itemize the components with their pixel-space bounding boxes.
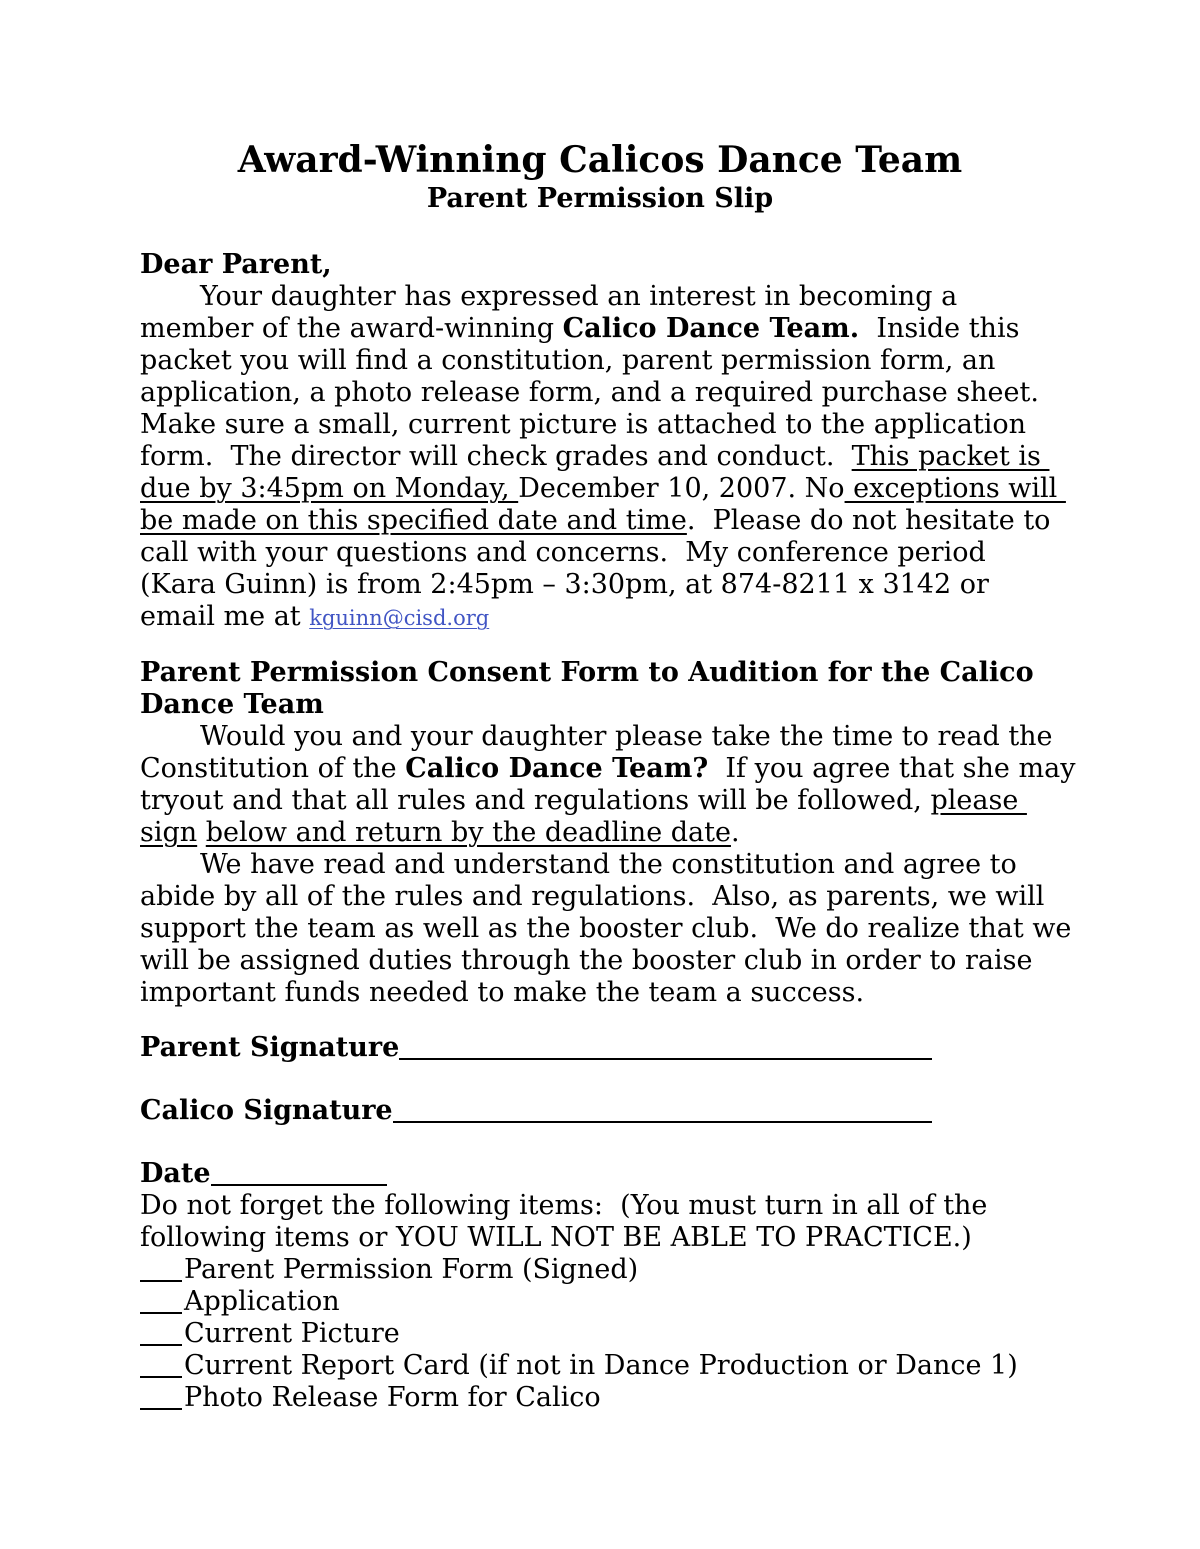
text-line [140,569,1060,601]
checklist-blank-line [140,1320,182,1346]
text-line [140,313,1060,345]
checklist-item-label: Current Report Card (if not in Dance Production or Dance 1) [184,1350,1018,1381]
text-run: We have read and understand the constitution and agree to [200,849,1017,880]
bold-text-run: Calico Dance Team? [405,753,709,784]
document-title: Award-Winning Calicos Dance Team [237,139,963,181]
intro-paragraph [140,281,1066,633]
text-line [140,281,1060,313]
text-run: form. The director will check grades and conduct. [140,441,852,472]
text-line [140,345,1060,377]
text-run: packet you will find a constitution, parent permission form, an [140,345,996,376]
text-run: application, a photo release form, and a required purchase sheet. [140,377,1039,408]
text-line [140,441,1060,473]
reminder-paragraph [140,1190,1060,1254]
checklist-item-label: Parent Permission Form (Signed) [184,1254,639,1285]
text-line [140,881,1060,913]
text-run: abide by all of the rules and regulations. Also, as parents, we will [140,881,1045,912]
text-run: support the team as well as the booster club. We do realize that we [140,913,1072,944]
text-line [140,977,1060,1009]
text-line [140,505,1060,537]
underlined-text-run: This packet is [851,441,1050,472]
checklist-item [140,1318,1060,1350]
text-run: . [730,817,740,848]
text-run: If you agree that she may [708,753,1076,784]
text-line [140,721,1060,753]
signature-block [140,1032,1060,1190]
date-label: Date [140,1158,211,1189]
text-run: (Kara Guinn) is from 2:45pm – 3:30pm, at 874-8211 x 3142 or [140,569,989,600]
underlined-text-run: please [930,785,1027,816]
underlined-text-run: be made on this specified date and time [140,505,687,536]
date-blank-line [211,1184,387,1186]
checklist-blank-line [140,1384,182,1410]
underlined-text-run: exceptions will [844,473,1066,504]
calico-signature-blank-line [393,1121,932,1123]
text-run [197,817,206,848]
text-line: Dance Team [140,689,324,720]
checklist-item-label: Application [184,1286,340,1317]
consent-paragraph-1 [140,721,1076,849]
document-subtitle: Parent Permission Slip [426,183,774,214]
text-line: following items or YOU WILL NOT BE ABLE TO PRACTICE.) [140,1222,972,1253]
consent-paragraph-2 [140,849,1072,1009]
parent-signature-label: Parent Signature [140,1032,400,1063]
checklist-blank-line [140,1352,182,1378]
text-line [140,377,1060,409]
checklist-blank-line [140,1288,182,1314]
text-line [140,473,1066,505]
consent-heading [140,657,1060,721]
text-run: email me at [140,601,310,632]
text-line [140,849,1060,881]
text-run: Inside this [859,313,1020,344]
text-run: Would you and your daughter please take the time to read the [200,721,1053,752]
text-run: tryout and that all rules and regulations will be followed, [140,785,931,816]
salutation: Dear Parent, [140,249,332,280]
underlined-text-run: below and return by the deadline date [205,817,731,848]
text-line [140,601,1060,633]
underlined-text-run: due by 3:45pm on Monday, [140,473,519,504]
text-run: important funds needed to make the team a success. [140,977,865,1008]
text-run: Constitution of the [140,753,406,784]
text-line [140,785,1060,817]
checklist-item [140,1254,1060,1286]
text-run: December 10, 2007. No [518,473,845,504]
email-link[interactable]: kguinn@cisd.org [309,606,490,630]
text-run: Make sure a small, current picture is attached to the application [140,409,1027,440]
text-line [140,753,1076,785]
text-line [140,817,1060,849]
parent-signature-row [140,1032,932,1064]
text-line [140,409,1060,441]
text-line [140,537,1060,569]
text-line [140,945,1060,977]
checklist-item-label: Current Picture [184,1318,400,1349]
checklist-blank-line [140,1256,182,1282]
text-run: Your daughter has expressed an interest in becoming a [200,281,958,312]
underlined-text-run: sign [140,817,198,848]
text-run: will be assigned duties through the booster club in order to raise [140,945,1033,976]
bold-text-run: Calico Dance Team. [562,313,860,344]
checklist-item [140,1286,1060,1318]
text-line: Parent Permission Consent Form to Audition for the Calico [140,657,1034,688]
date-row [140,1158,387,1190]
checklist-item [140,1350,1060,1382]
checklist [140,1254,1060,1414]
text-run: call with your questions and concerns. My conference period [140,537,986,568]
checklist-item-label: Photo Release Form for Calico [184,1382,601,1413]
text-run: . Please do not hesitate to [686,505,1051,536]
text-run: member of the award-winning [140,313,563,344]
text-line [140,913,1072,945]
checklist-item [140,1382,1060,1414]
text-line: Do not forget the following items: (You must turn in all of the [140,1190,988,1221]
calico-signature-label: Calico Signature [140,1095,393,1126]
parent-signature-blank-line [399,1058,932,1060]
calico-signature-row [140,1095,932,1127]
